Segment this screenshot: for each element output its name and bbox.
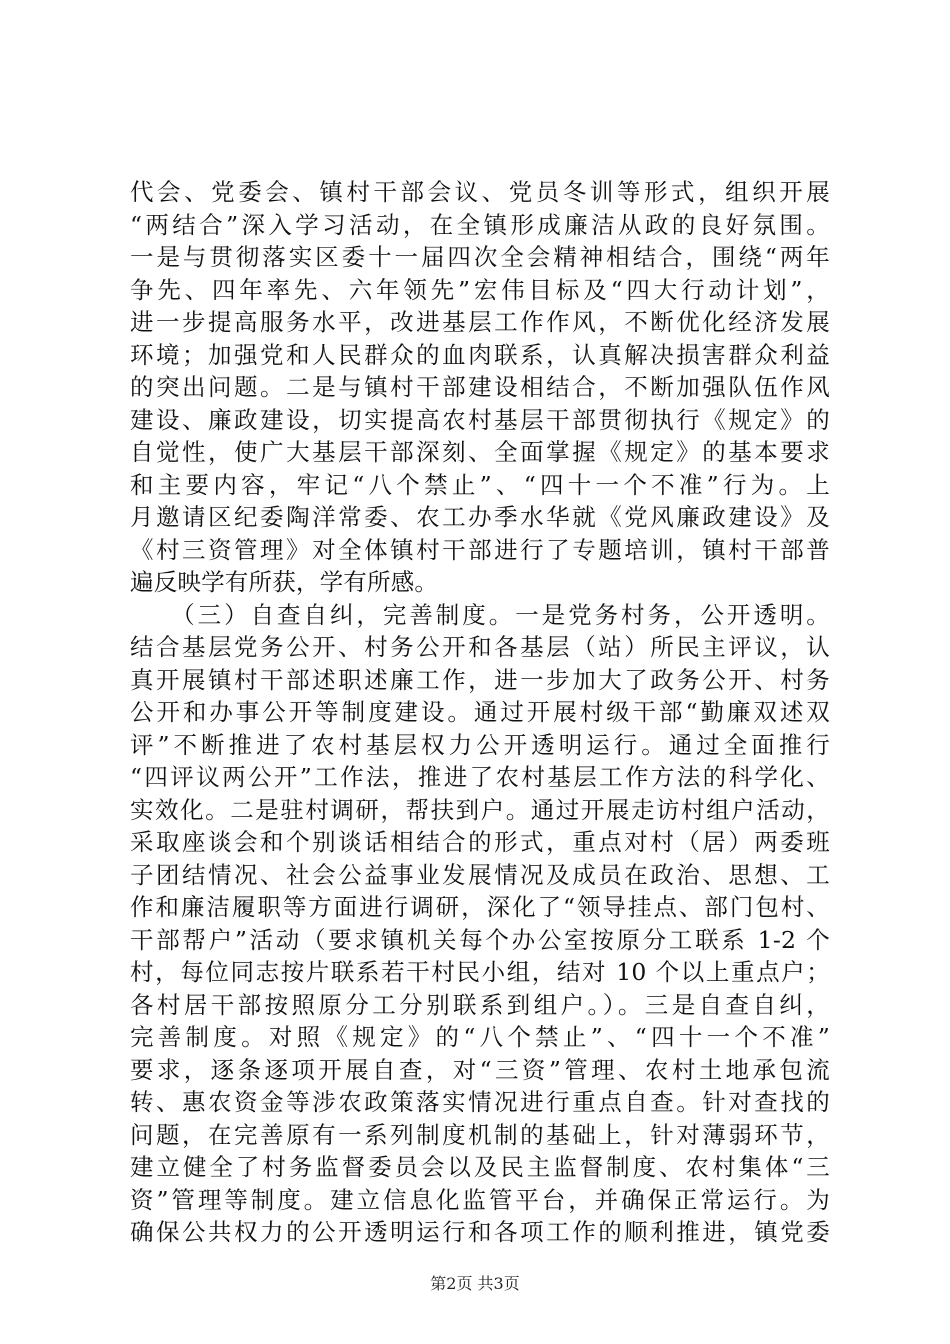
text-line: 各村居干部按照原分工分别联系到组户。）。三是自查自纠，	[130, 990, 830, 1019]
text-line: 《村三资管理》对全体镇村干部进行了专题培训，镇村干部普	[130, 535, 830, 564]
text-line: 月邀请区纪委陶洋常委、农工办季水华就《党风廉政建设》及	[130, 503, 830, 531]
text-line: 争先、四年率先、六年领先”宏伟目标及“四大行动计划”，	[130, 275, 830, 304]
text-line: 真开展镇村干部述职述廉工作，进一步加大了政务公开、村务	[130, 665, 830, 694]
text-line: “两结合”深入学习活动，在全镇形成廉洁从政的良好氛围。	[130, 210, 830, 239]
text-line: 一是与贯彻落实区委十一届四次全会精神相结合，围绕“两年	[130, 243, 830, 271]
text-line: 问题，在完善原有一系列制度机制的基础上，针对薄弱环节，	[130, 1120, 830, 1149]
text-line: 村，每位同志按片联系若干村民小组，结对 10 个以上重点户；	[130, 958, 830, 986]
text-line: 环境；加强党和人民群众的血肉联系，认真解决损害群众利益	[130, 340, 830, 369]
text-line: 和主要内容，牢记“八个禁止”、“四十一个不准”行为。上	[130, 470, 830, 499]
text-line: 子团结情况、社会公益事业发展情况及成员在政治、思想、工	[130, 860, 830, 889]
text-line: 的突出问题。二是与镇村干部建设相结合，不断加强队伍作风	[130, 373, 830, 401]
text-line: 结合基层党务公开、村务公开和各基层（站）所民主评议，认	[130, 633, 830, 661]
page-footer: 第2页 共3页	[430, 1274, 520, 1293]
text-line: 自觉性，使广大基层干部深刻、全面掌握《规定》的基本要求	[130, 438, 830, 466]
text-line: 干部帮户”活动（要求镇机关每个办公室按原分工联系 1-2 个	[130, 925, 830, 954]
text-line: “四评议两公开”工作法，推进了农村基层工作方法的科学化、	[130, 763, 830, 791]
paragraph-heading-line: （三）自查自纠，完善制度。一是党务村务，公开透明。	[130, 600, 830, 629]
text-line: 公开和办事公开等制度建设。通过开展村级干部“勤廉双述双	[130, 698, 830, 726]
text-line: 遍反映学有所获，学有所感。	[130, 568, 439, 596]
text-line: 确保公共权力的公开透明运行和各项工作的顺利推进，镇党委	[130, 1218, 830, 1246]
text-line: 代会、党委会、镇村干部会议、党员冬训等形式，组织开展	[130, 178, 830, 206]
text-line: 建立健全了村务监督委员会以及民主监督制度、农村集体“三	[130, 1153, 830, 1181]
text-line: 进一步提高服务水平，改进基层工作作风，不断优化经济发展	[130, 308, 830, 336]
text-line: 作和廉洁履职等方面进行调研，深化了“领导挂点、部门包村、	[130, 893, 830, 921]
text-line: 建设、廉政建设，切实提高农村基层干部贯彻执行《规定》的	[130, 405, 830, 434]
text-line: 资”管理等制度。建立信息化监管平台，并确保正常运行。为	[130, 1185, 830, 1214]
text-line: 转、惠农资金等涉农政策落实情况进行重点自查。针对查找的	[130, 1088, 830, 1116]
body-text	[130, 176, 830, 1249]
text-line: 采取座谈会和个别谈话相结合的形式，重点对村（居）两委班	[130, 828, 830, 856]
text-line: 完善制度。对照《规定》的“八个禁止”、“四十一个不准”	[130, 1023, 830, 1051]
text-line: 实效化。二是驻村调研，帮扶到户。通过开展走访村组户活动，	[130, 795, 830, 824]
text-line: 评”不断推进了农村基层权力公开透明运行。通过全面推行	[130, 730, 830, 759]
text-line: 要求，逐条逐项开展自查，对“三资”管理、农村土地承包流	[130, 1055, 830, 1084]
